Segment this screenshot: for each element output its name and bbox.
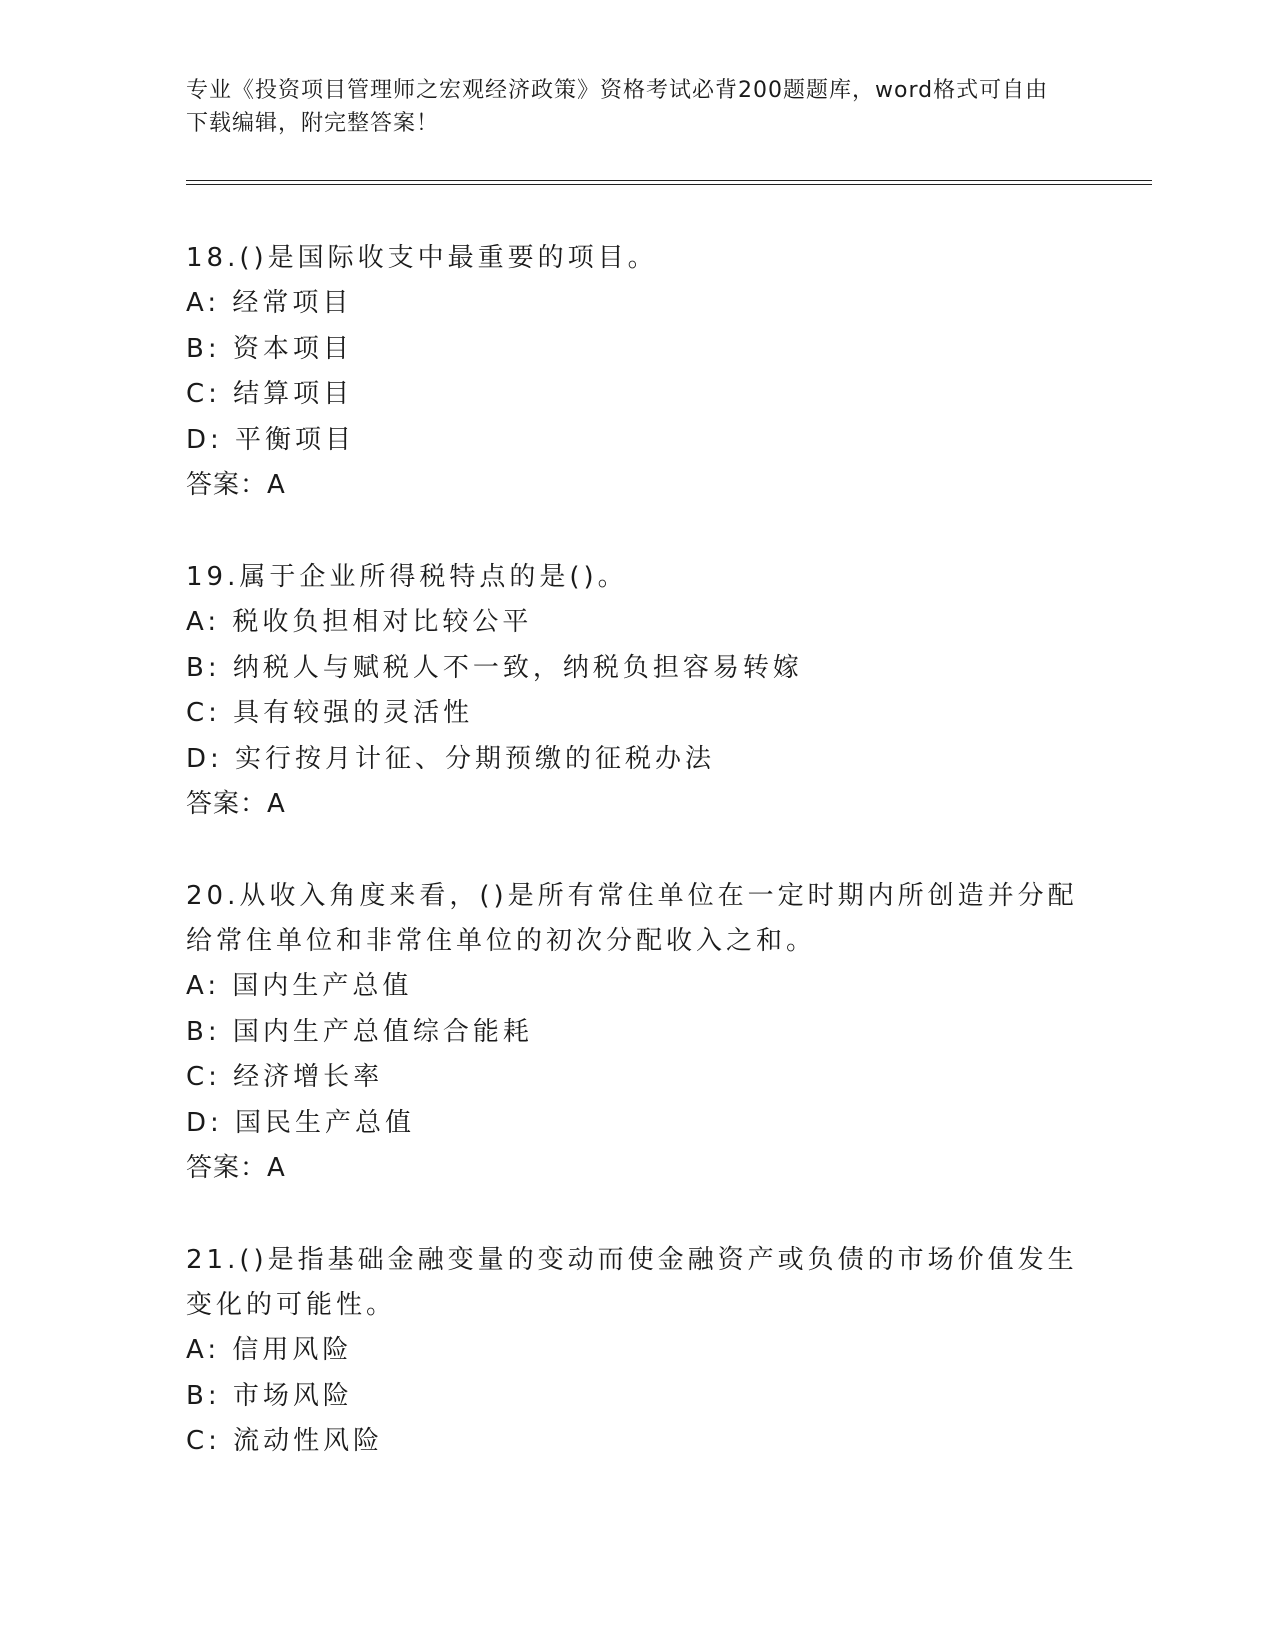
question-18 <box>186 236 1086 508</box>
header-divider-top <box>186 180 1152 181</box>
option-d: D: 平衡项目 <box>186 424 356 455</box>
option-d: D: 实行按月计征、分期预缴的征税办法 <box>186 743 716 774</box>
option-c: C: 结算项目 <box>186 379 354 409</box>
option-c: C: 经济增长率 <box>186 1062 384 1092</box>
document-intro: 专业《投资项目管理师之宏观经济政策》资格考试必背200题题库，word格式可自由下载编辑，附完整答案！ <box>186 78 1049 136</box>
answer: 答案：A <box>186 1153 286 1183</box>
option-b: B: 国内生产总值综合能耗 <box>186 1016 533 1047</box>
option-d: D: 国民生产总值 <box>186 1107 416 1138</box>
question-20 <box>186 874 1086 1191</box>
option-b: B: 纳税人与赋税人不一致，纳税负担容易转嫁 <box>186 652 803 683</box>
option-b: B: 资本项目 <box>186 333 353 364</box>
question-stem: 19.属于企业所得税特点的是()。 <box>186 562 628 592</box>
question-list <box>186 236 1086 1512</box>
option-c: C: 具有较强的灵活性 <box>186 698 474 728</box>
option-a: A: 信用风险 <box>186 1335 353 1365</box>
answer: 答案：A <box>186 470 286 500</box>
option-a: A: 经常项目 <box>186 288 353 318</box>
question-stem: 20.从收入角度来看，()是所有常住单位在一定时期内所创造并分配给常住单位和非常住单位的初次分配收入之和。 <box>186 881 1078 956</box>
question-21 <box>186 1238 1086 1465</box>
option-c: C: 流动性风险 <box>186 1426 384 1456</box>
question-stem: 21.()是指基础金融变量的变动而使金融资产或负债的市场价值发生变化的可能性。 <box>186 1245 1078 1320</box>
header-divider-bottom <box>186 184 1152 185</box>
option-a: A: 税收负担相对比较公平 <box>186 607 533 637</box>
answer: 答案：A <box>186 789 286 819</box>
option-a: A: 国内生产总值 <box>186 971 413 1001</box>
option-b: B: 市场风险 <box>186 1380 353 1411</box>
question-stem: 18.()是国际收支中最重要的项目。 <box>186 243 658 273</box>
question-19 <box>186 555 1086 827</box>
